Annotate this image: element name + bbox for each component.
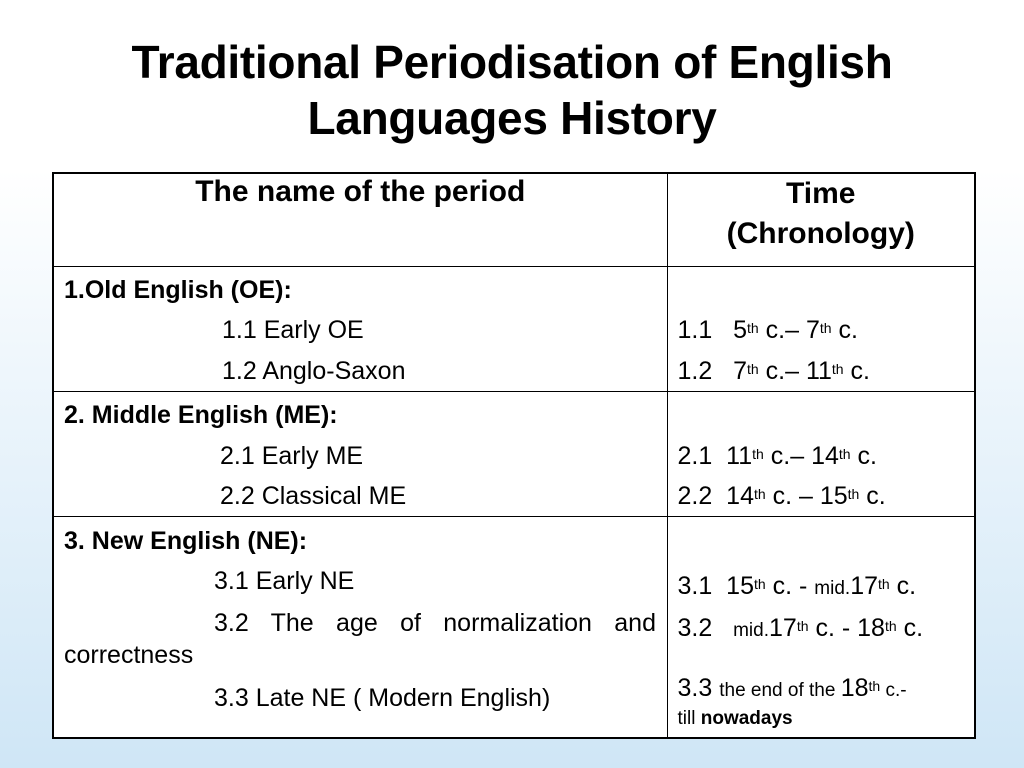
time-early-me [678, 441, 877, 471]
century-start: 18 [840, 674, 869, 702]
century-abbr: c. [843, 357, 870, 385]
century-end: 14 [811, 442, 839, 470]
ordinal-suffix: th [747, 361, 759, 377]
century-end: 18 [857, 614, 885, 642]
subperiod-early-oe: 1.1 Early OE [222, 316, 364, 344]
mid-abbr: mid. [814, 578, 851, 599]
century-abbr: c. [850, 442, 877, 470]
century-end: 17 [850, 572, 878, 600]
table-row [53, 392, 975, 517]
time-cell-ne [667, 517, 975, 739]
century-end: 15 [819, 482, 848, 510]
ordinal-suffix: th [884, 618, 897, 634]
time-anglo-saxon [678, 356, 871, 386]
ordinal-suffix: th [831, 361, 844, 377]
period-cell-ne [53, 517, 667, 739]
century-abbr: c. [831, 316, 858, 344]
nowadays-text: nowadays [700, 708, 793, 729]
time-number: 3.3 [677, 674, 713, 702]
time-early-ne [678, 571, 917, 604]
century-end: 7 [805, 316, 820, 344]
period-cell-oe [53, 267, 667, 392]
ordinal-suffix: th [747, 320, 759, 336]
subperiod-early-me: 2.1 Early ME [220, 442, 364, 470]
time-number: 3.1 [677, 572, 713, 600]
subperiod-age-of-normalization: 3.2 The age of normalization and correctness [64, 609, 656, 669]
time-classical-me [678, 481, 886, 511]
time-number: 3.2 [677, 614, 713, 642]
header-time-line-1: Time [786, 177, 856, 210]
ordinal-suffix: th [847, 486, 860, 502]
range-separator: c. - [808, 614, 858, 642]
time-number: 2.2 [677, 482, 713, 510]
table-header-row [53, 173, 975, 267]
time-number: 2.1 [677, 442, 713, 470]
periodisation-table [52, 172, 976, 739]
subperiod-early-ne: 3.1 Early NE [214, 567, 355, 595]
time-cell-oe [667, 267, 975, 392]
subperiod-classical-me: 2.2 Classical ME [220, 482, 407, 510]
time-early-oe [678, 315, 858, 345]
century-start: 11 [726, 442, 753, 470]
period-heading-me: 2. Middle English (ME): [64, 401, 338, 429]
century-end: 11 [805, 357, 832, 385]
subperiod-late-ne: 3.3 Late NE ( Modern English) [214, 684, 551, 712]
ordinal-suffix: th [796, 618, 809, 634]
ordinal-suffix: th [752, 446, 764, 462]
range-separator: c. - [765, 572, 815, 600]
header-period-name: The name of the period [53, 173, 667, 267]
century-start: 5 [733, 316, 748, 344]
time-number: 1.1 [677, 316, 713, 344]
table-row [53, 267, 975, 392]
slide-title-line-2: Languages History [307, 92, 717, 144]
century-start: 14 [726, 482, 754, 510]
ordinal-suffix: th [868, 678, 881, 694]
late-ne-suffix: c.- [880, 680, 907, 701]
ordinal-suffix: th [819, 320, 832, 336]
time-cell-me [667, 392, 975, 517]
period-cell-me [53, 392, 667, 517]
late-ne-prefix: the end of the [719, 680, 841, 701]
table-row [53, 517, 975, 739]
century-start: 17 [769, 614, 797, 642]
time-number: 1.2 [677, 357, 713, 385]
ordinal-suffix: th [838, 446, 851, 462]
period-heading-ne: 3. New English (NE): [64, 527, 308, 555]
century-start: 7 [733, 357, 748, 385]
ordinal-suffix: th [753, 486, 766, 502]
period-heading-oe: 1.Old English (OE): [64, 276, 292, 304]
century-abbr: c. [859, 482, 886, 510]
range-separator: c.– [763, 442, 812, 470]
till-text: till [677, 708, 701, 729]
slide-title [0, 34, 1024, 146]
century-abbr: c. [889, 572, 917, 600]
subperiod-anglo-saxon: 1.2 Anglo-Saxon [222, 357, 406, 385]
range-separator: c.– [758, 357, 806, 385]
mid-abbr: mid. [733, 620, 770, 641]
ordinal-suffix: th [753, 576, 766, 592]
slide-title-line-1: Traditional Periodisation of English [131, 36, 893, 88]
ordinal-suffix: th [878, 576, 890, 592]
range-separator: c. – [765, 482, 820, 510]
header-time-line-2: (Chronology) [726, 217, 915, 250]
range-separator: c.– [758, 316, 806, 344]
time-age-of-normalization [678, 613, 924, 646]
time-late-ne-line-2 [678, 701, 793, 734]
century-abbr: c. [896, 614, 924, 642]
header-time [667, 173, 975, 267]
century-start: 15 [726, 572, 754, 600]
